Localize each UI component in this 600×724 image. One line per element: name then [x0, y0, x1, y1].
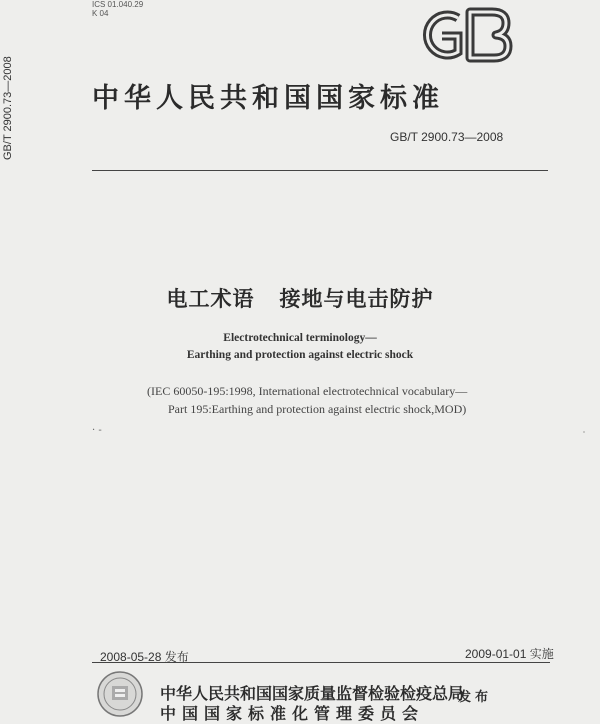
scan-mark: · - [92, 425, 102, 436]
classification-codes [92, 0, 143, 18]
title-chinese: 电工术语 接地与电击防护 [166, 287, 434, 311]
ccs-code: K 04 [92, 9, 109, 18]
seal-emblem-icon [96, 670, 144, 718]
title-english-line2: Earthing and protection against electric shock [186, 349, 414, 361]
gb-logo [410, 6, 520, 64]
issue-word: 发布 [458, 690, 493, 705]
scan-speck [583, 431, 585, 433]
adoption-note-line1: (IEC 60050-195:1998, International electrotechnical vocabulary— [147, 384, 468, 398]
title-english-line1: Electrotechnical terminology— [223, 332, 377, 344]
implementation-date: 2009-01-01 实施 [465, 647, 554, 661]
ics-code: ICS 01.040.29 [92, 0, 144, 9]
bottom-divider [92, 662, 550, 663]
issuer-line2: 中国国家标准化管理委员会 [160, 704, 425, 723]
issue-date: 2008-05-28 发布 [100, 650, 189, 664]
side-standard-number: GB/T 2900.73—2008 [2, 56, 14, 160]
issuer-line1: 中华人民共和国国家质量监督检验检疫总局 [160, 684, 465, 703]
adoption-note-line2: Part 195:Earthing and protection against electric shock,MOD) [168, 402, 467, 416]
top-divider [92, 170, 548, 171]
standard-type-heading: 中华人民共和国国家标准 [92, 83, 444, 114]
standard-number: GB/T 2900.73—2008 [390, 130, 504, 144]
